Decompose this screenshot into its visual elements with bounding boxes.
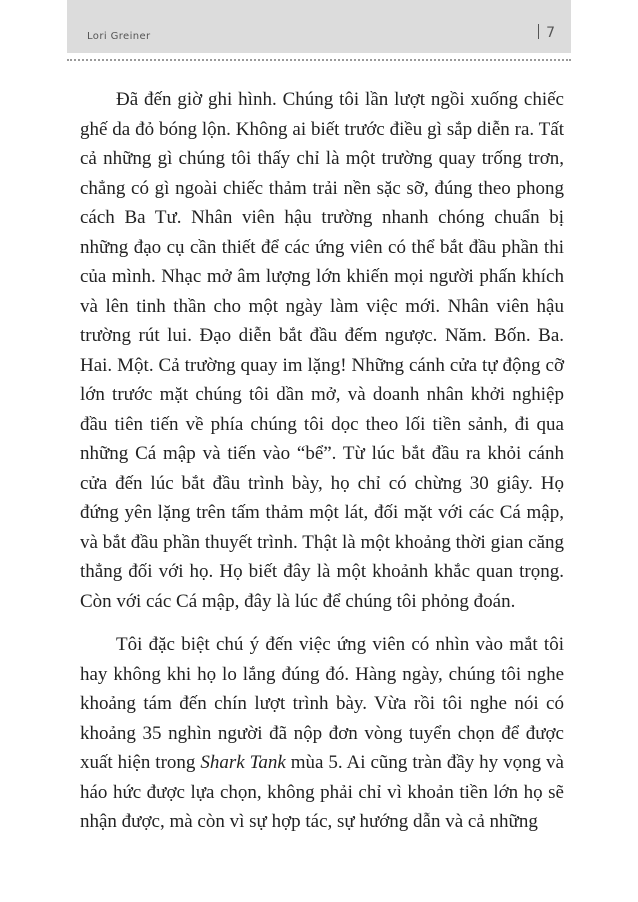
paragraph-2-text-end: mùa 5. Ai cũng tràn đầy hy vọng và háo hức được lựa chọn, không phải chỉ vì khoản tiền lớn họ sẽ nhận được, mà còn vì sự hợp tác, sự hướng dẫn và cả những (80, 752, 564, 832)
paragraph-2 (80, 630, 564, 837)
show-title: Shark Tank (200, 752, 286, 773)
page-header (67, 0, 571, 53)
paragraph-2-text-start: Tôi đặc biệt chú ý đến việc ứng viên có nhìn vào mắt tôi hay không khi họ lo lắng đúng đó. Hàng ngày, chúng tôi nghe khoảng tám đến chín lượt trình bày. Vừa rồi tôi nghe nói có khoảng 35 nghìn người đã nộp đơn vòng tuyển chọn để được xuất hiện trong (80, 634, 564, 773)
paragraph-1: Đã đến giờ ghi hình. Chúng tôi lần lượt ngồi xuống chiếc ghế da đỏ bóng lộn. Không ai biết trước điều gì sắp diễn ra. Tất cả những gì chúng tôi thấy chỉ là một trường quay trống trơn, chẳng có gì ngoài chiếc thảm trải nền sặc sỡ, đúng theo phong cách Ba Tư. Nhân viên hậu trường nhanh chóng chuẩn bị những đạo cụ cần thiết để các ứng viên có thể bắt đầu phần thi của mình. Nhạc mở âm lượng lớn khiến mọi người phấn khích và lên tinh thần cho một ngày làm việc mới. Nhân viên hậu trường rút lui. Đạo diễn bắt đầu đếm ngược. Năm. Bốn. Ba. Hai. Một. Cả trường quay im lặng! Những cánh cửa tự động cỡ lớn trước mặt chúng tôi dần mở, và doanh nhân khởi nghiệp đầu tiên tiến về phía chúng tôi dọc theo lối tiền sảnh, đi qua những Cá mập và tiến vào “bể”. Từ lúc bắt đầu ra khỏi cánh cửa đến lúc bắt đầu trình bày, họ chỉ có chừng 30 giây. Họ đứng yên lặng trên tấm thảm một lát, đối mặt với các Cá mập, và bắt đầu phần thuyết trình. Thật là một khoảng thời gian căng thẳng đối với họ. Họ biết đây là một khoảnh khắc quan trọng. Còn với các Cá mập, đây là lúc để chúng tôi phỏng đoán. (80, 89, 564, 612)
body-text (80, 85, 564, 837)
dotted-rule (67, 59, 571, 61)
page-number (538, 24, 555, 41)
page-number-value: 7 (546, 25, 555, 41)
running-head-author: Lori Greiner (87, 31, 151, 42)
page-number-divider (538, 24, 539, 39)
